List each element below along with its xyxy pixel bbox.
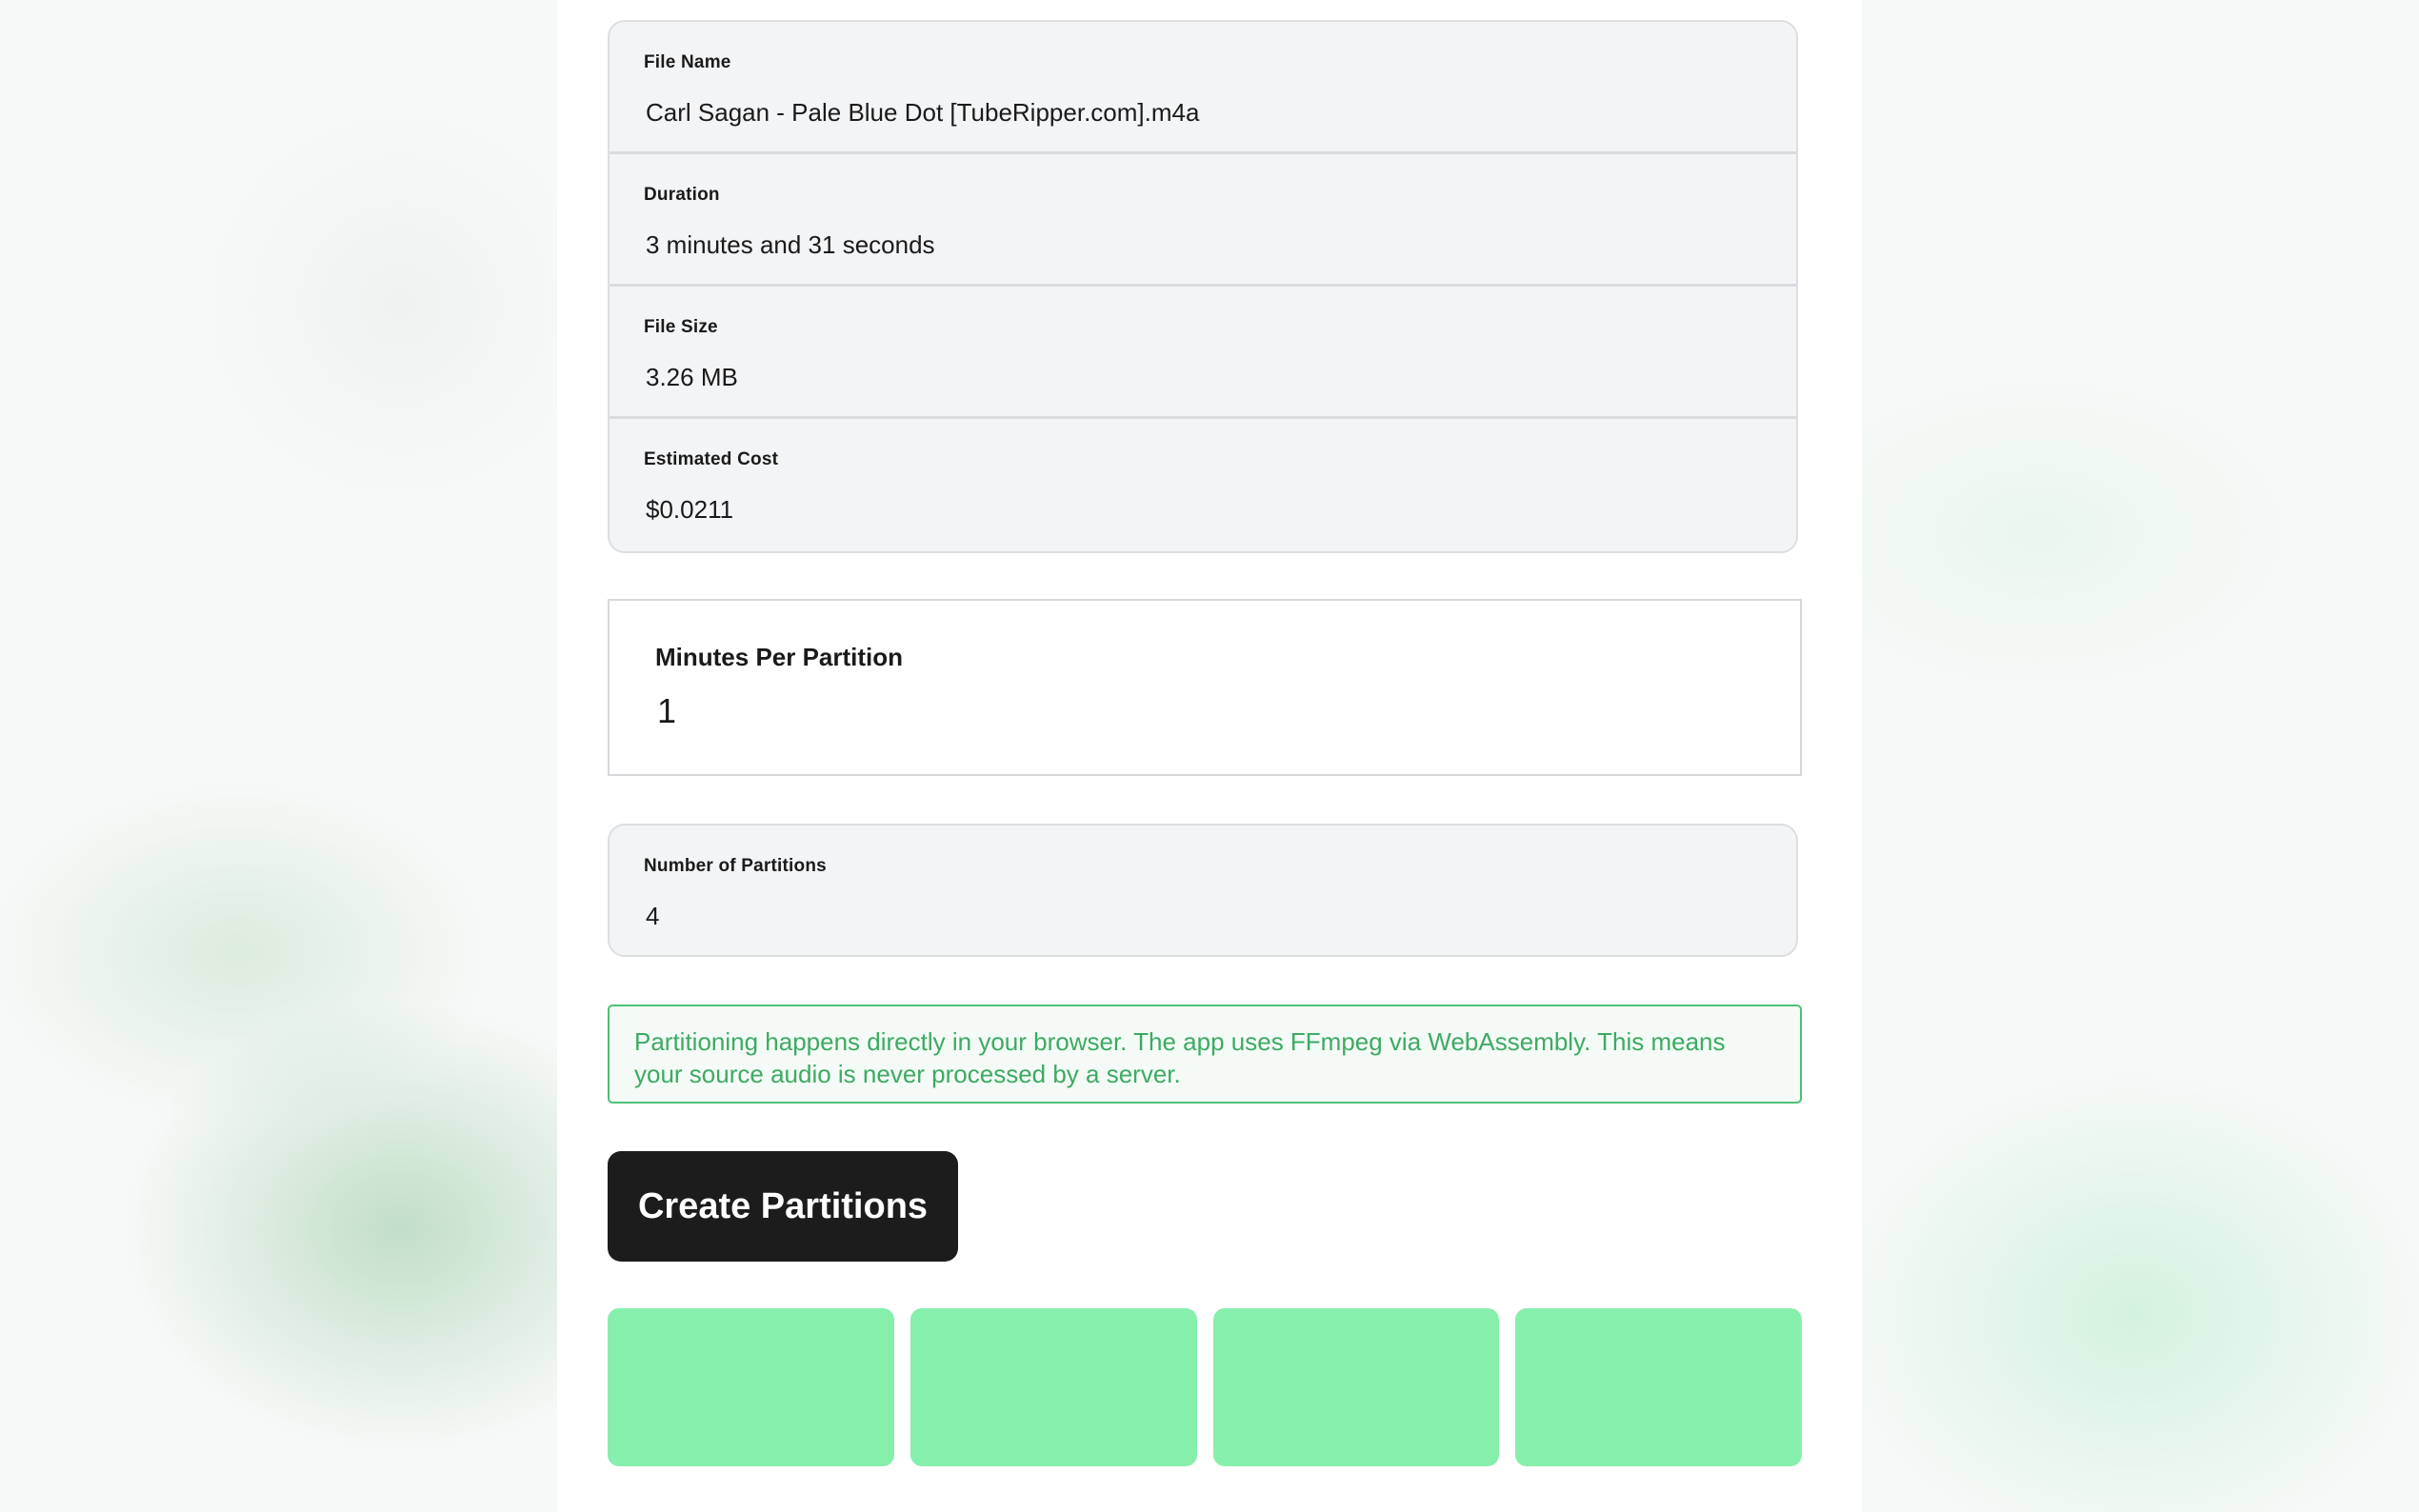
file-size-row [610, 287, 1796, 419]
duration-value: 3 minutes and 31 seconds [646, 230, 935, 259]
minutes-per-partition-input[interactable] [655, 690, 1229, 732]
create-partitions-button[interactable]: Create Partitions [608, 1151, 958, 1262]
estimated-cost-label: Estimated Cost [644, 449, 779, 469]
file-name-value: Carl Sagan - Pale Blue Dot [TubeRipper.com].m4a [646, 98, 1200, 127]
partition-tile-4[interactable] [1515, 1308, 1802, 1466]
file-info-card [608, 20, 1798, 553]
estimated-cost-row [610, 419, 1796, 551]
number-of-partitions-label: Number of Partitions [644, 856, 827, 876]
partition-tile-1[interactable] [608, 1308, 894, 1466]
file-name-label: File Name [644, 52, 731, 72]
estimated-cost-value: $0.0211 [646, 495, 734, 524]
number-of-partitions-card [608, 824, 1798, 957]
file-size-label: File Size [644, 317, 718, 337]
number-of-partitions-value: 4 [646, 902, 660, 930]
file-name-row [610, 22, 1796, 154]
partition-tile-2[interactable] [910, 1308, 1197, 1466]
minutes-per-partition-field[interactable] [608, 599, 1802, 776]
partition-tile-3[interactable] [1213, 1308, 1500, 1466]
duration-label: Duration [644, 185, 720, 205]
partition-tiles [608, 1308, 1802, 1466]
minutes-per-partition-label: Minutes Per Partition [655, 643, 904, 671]
file-size-value: 3.26 MB [646, 363, 738, 391]
duration-row [610, 154, 1796, 287]
browser-processing-notice: Partitioning happens directly in your browser. The app uses FFmpeg via WebAssembly. This means your source audio is never processed by a server. [608, 1005, 1802, 1104]
